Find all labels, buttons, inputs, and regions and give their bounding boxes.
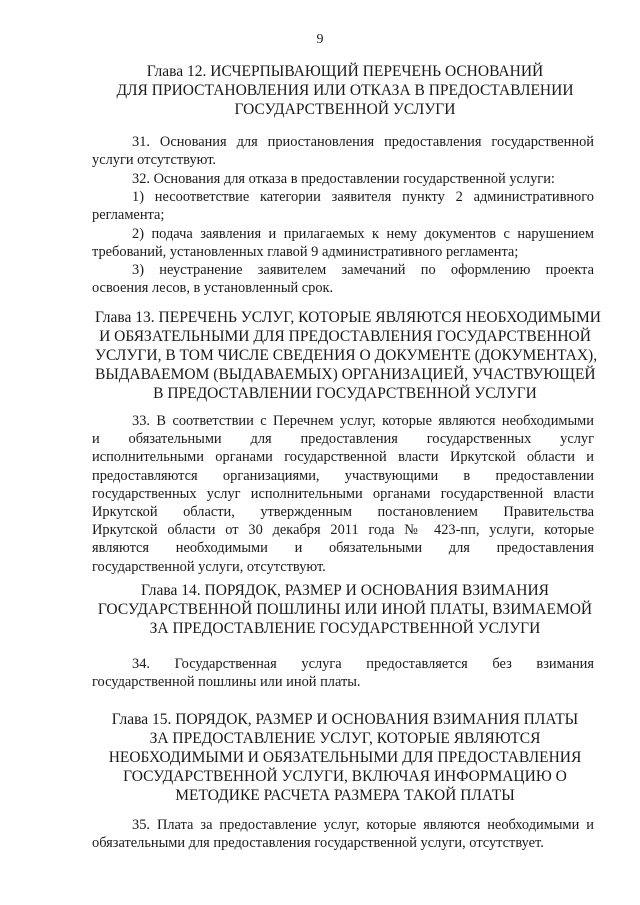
paragraph-line: 1) несоответствие категории заявителя пункту 2 административного	[132, 189, 594, 206]
paragraph-line: 32. Основания для отказа в предоставлении государственной услуги:	[132, 171, 555, 187]
paragraph-line: 3) неустранение заявителем замечаний по оформлению проекта	[132, 262, 594, 279]
paragraph-line: регламента;	[92, 207, 165, 224]
paragraph-line: и обязательными для предоставления государственных услуг	[92, 431, 594, 448]
paragraph-line: государственной пошлины или иной платы.	[92, 674, 361, 691]
paragraph-line: требований, установленных главой 9 административного регламента;	[92, 243, 519, 260]
heading-line: УСЛУГИ, В ТОМ ЧИСЛЕ СВЕДЕНИЯ О ДОКУМЕНТЕ (ДОКУМЕНТАХ),	[95, 347, 598, 364]
heading-line: Глава 12. ИСЧЕРПЫВАЮЩИЙ ПЕРЕЧЕНЬ ОСНОВАНИЙ	[146, 63, 544, 80]
heading-line: Глава 13. ПЕРЕЧЕНЬ УСЛУГ, КОТОРЫЕ ЯВЛЯЮТСЯ НЕОБХОДИМЫМИ	[95, 309, 601, 326]
heading-line: ВЫДАВАЕМОМ (ВЫДАВАЕМЫХ) ОРГАНИЗАЦИЕЙ, УЧАСТВУЮЩЕЙ	[95, 366, 596, 383]
paragraph-line: обязательными для предоставления государственной услуги, отсутствует.	[92, 835, 544, 852]
paragraph-32	[92, 170, 594, 297]
paragraph-line: предоставляются организациями, участвующими в предоставлении	[92, 467, 594, 484]
heading-line: ГОСУДАРСТВЕННОЙ УСЛУГИ, ВКЛЮЧАЯ ИНФОРМАЦИЮ О	[123, 768, 567, 785]
heading-line: Глава 14. ПОРЯДОК, РАЗМЕР И ОСНОВАНИЯ ВЗИМАНИЯ	[140, 582, 550, 599]
paragraph-31	[92, 133, 594, 169]
paragraph-line: 34. Государственная услуга предоставляется без взимания	[132, 656, 594, 672]
paragraph-line: государственных услуг исполнительными органами государственной власти	[92, 485, 594, 502]
paragraph-35	[92, 816, 594, 852]
paragraph-line: 35. Плата за предоставление услуг, которые являются необходимыми и	[132, 817, 594, 833]
paragraph-line: 33. В соответствии с Перечнем услуг, которые являются необходимыми	[132, 413, 594, 429]
chapter-12-heading	[95, 62, 595, 119]
paragraph-line: услуги отсутствуют.	[92, 152, 217, 169]
paragraph-line: 2) подача заявления и прилагаемых к нему документов с нарушением	[132, 225, 594, 242]
heading-line: ДЛЯ ПРИОСТАНОВЛЕНИЯ ИЛИ ОТКАЗА В ПРЕДОСТАВЛЕНИИ	[116, 82, 574, 99]
heading-line: ГОСУДАРСТВЕННОЙ УСЛУГИ	[234, 101, 456, 118]
paragraph-line: Иркутской области, утвержденным постановлением Правительства	[92, 504, 594, 521]
heading-line: В ПРЕДОСТАВЛЕНИИ ГОСУДАРСТВЕННОЙ УСЛУГИ	[153, 385, 537, 402]
page-number: 9	[316, 32, 324, 47]
paragraph-34	[92, 655, 594, 691]
heading-line: Глава 15. ПОРЯДОК, РАЗМЕР И ОСНОВАНИЯ ВЗИМАНИЯ ПЛАТЫ	[111, 711, 579, 728]
heading-line: И ОБЯЗАТЕЛЬНЫМИ ДЛЯ ПРЕДОСТАВЛЕНИЯ ГОСУДАРСТВЕННОЙ	[99, 328, 591, 345]
paragraph-line: исполнительными органами государственной власти Иркутской области и	[92, 449, 594, 466]
paragraph-line: Иркутской области от 30 декабря 2011 года № 423-пп, услуги, которые	[92, 522, 594, 539]
chapter-14-heading	[95, 581, 595, 638]
paragraph-line: являются необходимыми и обязательными для предоставления	[92, 540, 594, 557]
chapter-15-heading	[95, 710, 595, 805]
heading-line: ЗА ПРЕДОСТАВЛЕНИЕ УСЛУГ, КОТОРЫЕ ЯВЛЯЮТСЯ	[149, 730, 541, 747]
paragraph-line: освоения лесов, в установленный срок.	[92, 280, 334, 297]
heading-line: НЕОБХОДИМЫМИ И ОБЯЗАТЕЛЬНЫМИ ДЛЯ ПРЕДОСТАВЛЕНИЯ	[108, 749, 582, 766]
heading-line: ЗА ПРЕДОСТАВЛЕНИЕ ГОСУДАРСТВЕННОЙ УСЛУГИ	[149, 620, 541, 637]
paragraph-line: 31. Основания для приостановления предоставления государственной	[132, 134, 594, 150]
paragraph-33	[92, 412, 594, 576]
heading-line: МЕТОДИКЕ РАСЧЕТА РАЗМЕРА ТАКОЙ ПЛАТЫ	[175, 787, 515, 804]
paragraph-line: государственной услуги, отсутствуют.	[92, 558, 326, 575]
heading-line: ГОСУДАРСТВЕННОЙ ПОШЛИНЫ ИЛИ ИНОЙ ПЛАТЫ, ВЗИМАЕМОЙ	[97, 601, 593, 618]
chapter-13-heading	[95, 308, 601, 403]
